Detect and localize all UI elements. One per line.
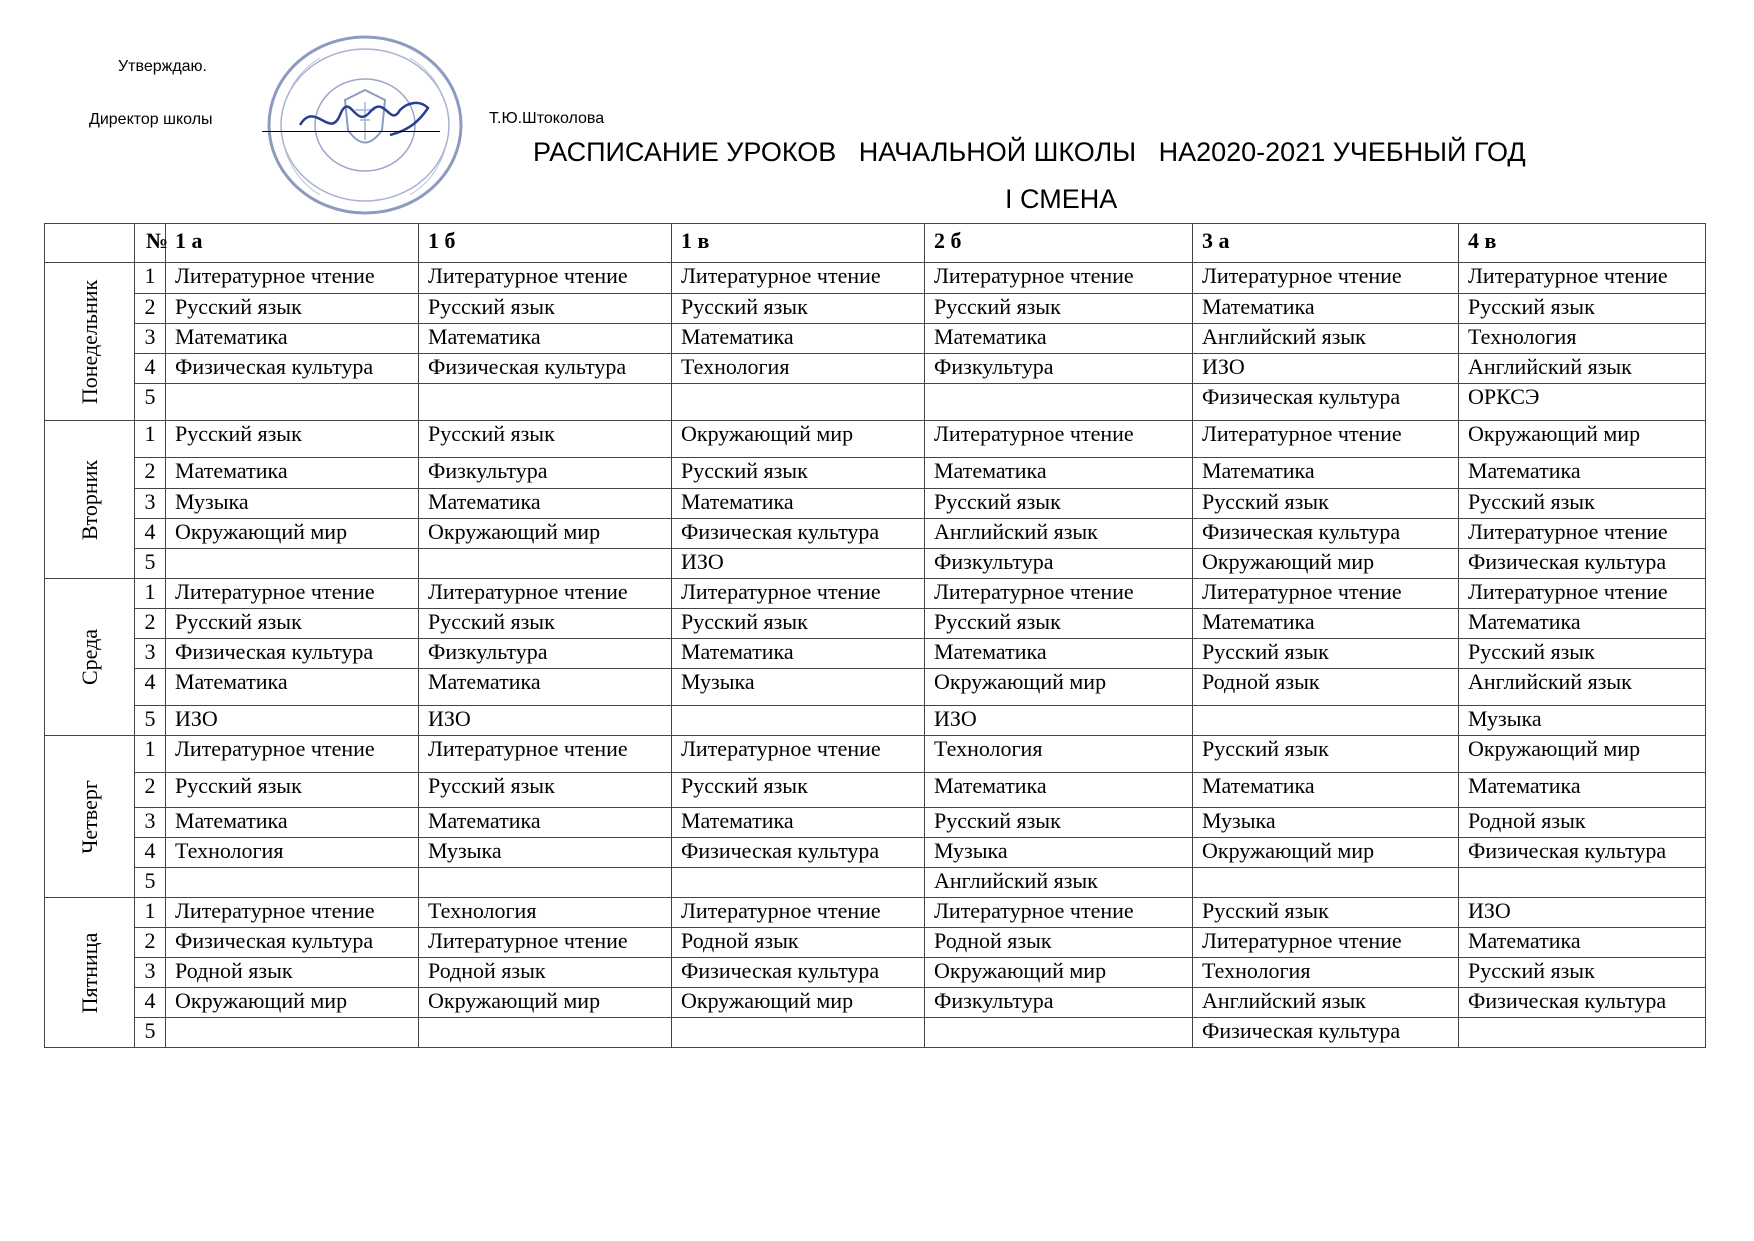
lesson-cell: Математика [419, 489, 672, 519]
lesson-cell: Литературное чтение [925, 421, 1193, 458]
lesson-cell: Литературное чтение [419, 928, 672, 958]
lesson-number: 5 [135, 868, 166, 898]
lesson-cell: Литературное чтение [166, 263, 419, 294]
lesson-cell: Математика [672, 489, 925, 519]
approval-label: Утверждаю. [118, 58, 207, 75]
lesson-cell: Русский язык [1459, 639, 1706, 669]
lesson-cell: Английский язык [1193, 324, 1459, 354]
day-cell [45, 263, 135, 421]
lesson-cell: Физическая культура [166, 928, 419, 958]
lesson-cell: Математика [1193, 458, 1459, 489]
lesson-cell: Русский язык [925, 609, 1193, 639]
lesson-cell: Технология [672, 354, 925, 384]
lesson-cell: Математика [166, 324, 419, 354]
table-row [45, 928, 1706, 958]
lesson-cell: Математика [1459, 928, 1706, 958]
lesson-number: 3 [135, 324, 166, 354]
lesson-cell [1459, 868, 1706, 898]
lesson-number: 3 [135, 639, 166, 669]
lesson-cell: Математика [1459, 458, 1706, 489]
lesson-cell: ИЗО [419, 706, 672, 736]
lesson-cell: Русский язык [1193, 489, 1459, 519]
lesson-cell: Физическая культура [166, 639, 419, 669]
table-row [45, 519, 1706, 549]
lesson-cell: Русский язык [925, 808, 1193, 838]
lesson-cell [166, 1018, 419, 1048]
lesson-cell: Математика [419, 324, 672, 354]
table-row [45, 958, 1706, 988]
table-row [45, 639, 1706, 669]
lesson-cell: Физическая культура [1459, 988, 1706, 1018]
lesson-cell: Физическая культура [1459, 549, 1706, 579]
lesson-cell: Литературное чтение [672, 898, 925, 928]
lesson-cell: Русский язык [1459, 294, 1706, 324]
day-label: Понедельник [76, 279, 102, 404]
lesson-cell: Русский язык [1459, 958, 1706, 988]
table-row [45, 669, 1706, 706]
lesson-number: 3 [135, 489, 166, 519]
lesson-cell: Физическая культура [1193, 1018, 1459, 1048]
director-name: Т.Ю.Штоколова [489, 110, 605, 127]
page-title: РАСПИСАНИЕ УРОКОВ НАЧАЛЬНОЙ ШКОЛЫ НА2020-2021 УЧЕБНЫЙ ГОД [533, 137, 1526, 167]
lesson-cell: Окружающий мир [166, 519, 419, 549]
lesson-cell: Математика [925, 324, 1193, 354]
lesson-cell: Окружающий мир [419, 519, 672, 549]
lesson-cell [672, 384, 925, 421]
lesson-cell: Литературное чтение [166, 736, 419, 773]
number-header: № [135, 224, 166, 263]
lesson-cell: Английский язык [1193, 988, 1459, 1018]
lesson-number: 4 [135, 354, 166, 384]
table-row [45, 294, 1706, 324]
lesson-cell: Окружающий мир [1193, 838, 1459, 868]
lesson-cell: Литературное чтение [1459, 579, 1706, 609]
lesson-cell: ИЗО [166, 706, 419, 736]
lesson-number: 1 [135, 579, 166, 609]
lesson-cell: ИЗО [1459, 898, 1706, 928]
lesson-cell: Физкультура [925, 354, 1193, 384]
lesson-number: 1 [135, 898, 166, 928]
lesson-cell [166, 868, 419, 898]
table-row [45, 579, 1706, 609]
lesson-cell: Английский язык [925, 519, 1193, 549]
lesson-cell: Физкультура [925, 988, 1193, 1018]
table-row [45, 384, 1706, 421]
lesson-cell: Математика [672, 639, 925, 669]
lesson-cell [672, 706, 925, 736]
lesson-cell: Литературное чтение [925, 579, 1193, 609]
table-row [45, 1018, 1706, 1048]
table-row [45, 354, 1706, 384]
lesson-cell [166, 549, 419, 579]
lesson-cell [419, 868, 672, 898]
lesson-cell: Русский язык [1459, 489, 1706, 519]
lesson-cell: Математика [166, 808, 419, 838]
lesson-cell: Русский язык [419, 609, 672, 639]
lesson-cell: Окружающий мир [1459, 421, 1706, 458]
lesson-cell: Технология [1459, 324, 1706, 354]
table-row [45, 458, 1706, 489]
class-header: 1 б [419, 224, 672, 263]
lesson-cell: Родной язык [1193, 669, 1459, 706]
lesson-cell: Русский язык [166, 294, 419, 324]
lesson-cell: Математика [419, 669, 672, 706]
class-header: 1 в [672, 224, 925, 263]
table-row [45, 773, 1706, 808]
lesson-cell: Литературное чтение [925, 263, 1193, 294]
lesson-cell: Физическая культура [1193, 384, 1459, 421]
lesson-cell: Окружающий мир [1459, 736, 1706, 773]
table-row [45, 706, 1706, 736]
lesson-cell: Окружающий мир [1193, 549, 1459, 579]
lesson-cell: Физическая культура [1459, 838, 1706, 868]
lesson-cell: Математика [1193, 773, 1459, 808]
lesson-cell [1193, 706, 1459, 736]
lesson-cell: Математика [672, 808, 925, 838]
lesson-cell: Русский язык [419, 294, 672, 324]
day-label: Среда [76, 628, 102, 686]
lesson-cell: Русский язык [1193, 898, 1459, 928]
director-label: Директор школы [89, 111, 213, 128]
lesson-cell: Литературное чтение [1459, 519, 1706, 549]
table-row [45, 898, 1706, 928]
lesson-number: 5 [135, 706, 166, 736]
lesson-cell: Технология [1193, 958, 1459, 988]
lesson-number: 1 [135, 263, 166, 294]
lesson-cell: Литературное чтение [166, 898, 419, 928]
lesson-cell: Физическая культура [672, 958, 925, 988]
table-row [45, 609, 1706, 639]
lesson-cell: Литературное чтение [672, 263, 925, 294]
lesson-cell [925, 384, 1193, 421]
lesson-cell: Русский язык [1193, 639, 1459, 669]
lesson-cell: Русский язык [166, 609, 419, 639]
lesson-cell: Музыка [1193, 808, 1459, 838]
class-header: 2 б [925, 224, 1193, 263]
lesson-cell [419, 549, 672, 579]
lesson-cell [672, 1018, 925, 1048]
table-row [45, 489, 1706, 519]
lesson-cell: Физическая культура [166, 354, 419, 384]
lesson-cell: Окружающий мир [925, 669, 1193, 706]
lesson-cell: Математика [166, 669, 419, 706]
lesson-cell: Литературное чтение [419, 736, 672, 773]
lesson-cell: Русский язык [672, 773, 925, 808]
lesson-cell: Физкультура [419, 639, 672, 669]
lesson-cell: Математика [419, 808, 672, 838]
lesson-cell: Литературное чтение [1193, 421, 1459, 458]
lesson-cell: Математика [1459, 773, 1706, 808]
lesson-cell: Математика [166, 458, 419, 489]
lesson-cell: Технология [925, 736, 1193, 773]
lesson-cell: Математика [672, 324, 925, 354]
table-row [45, 838, 1706, 868]
table-row [45, 868, 1706, 898]
lesson-cell: Литературное чтение [672, 579, 925, 609]
lesson-cell: ИЗО [925, 706, 1193, 736]
lesson-number: 2 [135, 928, 166, 958]
lesson-cell: Литературное чтение [166, 579, 419, 609]
lesson-cell: Музыка [1459, 706, 1706, 736]
shift-label: I СМЕНА [1005, 184, 1118, 214]
lesson-number: 2 [135, 609, 166, 639]
lesson-cell: Русский язык [166, 773, 419, 808]
table-row [45, 736, 1706, 773]
lesson-cell: Окружающий мир [419, 988, 672, 1018]
table-row [45, 988, 1706, 1018]
day-label: Пятница [76, 932, 102, 1013]
lesson-cell: Русский язык [925, 489, 1193, 519]
lesson-cell: Русский язык [419, 421, 672, 458]
lesson-cell: Родной язык [419, 958, 672, 988]
schedule-body [45, 263, 1706, 1048]
lesson-cell: Музыка [925, 838, 1193, 868]
lesson-cell: Физическая культура [672, 519, 925, 549]
lesson-number: 4 [135, 838, 166, 868]
day-cell [45, 579, 135, 736]
lesson-cell: Окружающий мир [925, 958, 1193, 988]
lesson-cell: Русский язык [419, 773, 672, 808]
class-header: 3 а [1193, 224, 1459, 263]
lesson-cell: Литературное чтение [925, 898, 1193, 928]
lesson-cell: ИЗО [1193, 354, 1459, 384]
lesson-number: 1 [135, 421, 166, 458]
lesson-number: 5 [135, 1018, 166, 1048]
lesson-cell: Родной язык [1459, 808, 1706, 838]
lesson-cell: Окружающий мир [672, 988, 925, 1018]
lesson-cell [672, 868, 925, 898]
schedule-table [44, 223, 1706, 1048]
lesson-cell: Английский язык [1459, 354, 1706, 384]
lesson-number: 1 [135, 736, 166, 773]
lesson-cell: Музыка [419, 838, 672, 868]
lesson-cell [419, 384, 672, 421]
lesson-cell: Математика [925, 639, 1193, 669]
lesson-cell: Технология [166, 838, 419, 868]
lesson-cell: Английский язык [925, 868, 1193, 898]
lesson-cell: Окружающий мир [672, 421, 925, 458]
day-cell [45, 736, 135, 898]
day-header [45, 224, 135, 263]
lesson-cell: Литературное чтение [419, 579, 672, 609]
lesson-number: 2 [135, 773, 166, 808]
lesson-cell: Русский язык [672, 294, 925, 324]
lesson-cell: Физкультура [419, 458, 672, 489]
day-cell [45, 898, 135, 1048]
lesson-cell: Русский язык [1193, 736, 1459, 773]
lesson-cell [166, 384, 419, 421]
lesson-cell: Русский язык [672, 458, 925, 489]
lesson-cell [925, 1018, 1193, 1048]
lesson-cell: Литературное чтение [1193, 579, 1459, 609]
lesson-number: 5 [135, 549, 166, 579]
lesson-cell: Литературное чтение [1193, 263, 1459, 294]
day-label: Вторник [76, 459, 102, 540]
lesson-cell: Физическая культура [672, 838, 925, 868]
lesson-cell: Русский язык [925, 294, 1193, 324]
lesson-cell: Литературное чтение [1459, 263, 1706, 294]
school-seal-stamp [260, 30, 470, 220]
lesson-number: 3 [135, 808, 166, 838]
lesson-cell: Родной язык [925, 928, 1193, 958]
lesson-cell: Математика [1193, 609, 1459, 639]
class-header: 1 а [166, 224, 419, 263]
lesson-cell: Русский язык [166, 421, 419, 458]
lesson-cell: Технология [419, 898, 672, 928]
lesson-cell [1193, 868, 1459, 898]
day-cell [45, 421, 135, 579]
lesson-number: 4 [135, 669, 166, 706]
lesson-number: 4 [135, 988, 166, 1018]
class-header: 4 в [1459, 224, 1706, 263]
lesson-cell: Физическая культура [419, 354, 672, 384]
lesson-number: 5 [135, 384, 166, 421]
table-row [45, 324, 1706, 354]
lesson-cell: Литературное чтение [672, 736, 925, 773]
day-label: Четверг [76, 779, 102, 854]
table-row [45, 263, 1706, 294]
lesson-cell: Математика [925, 773, 1193, 808]
header-row [45, 224, 1706, 263]
lesson-cell: Математика [1193, 294, 1459, 324]
lesson-number: 4 [135, 519, 166, 549]
lesson-cell: ОРКСЭ [1459, 384, 1706, 421]
lesson-cell: Родной язык [166, 958, 419, 988]
lesson-cell: Русский язык [672, 609, 925, 639]
lesson-number: 2 [135, 294, 166, 324]
lesson-cell: Окружающий мир [166, 988, 419, 1018]
lesson-cell: Математика [1459, 609, 1706, 639]
lesson-cell [419, 1018, 672, 1048]
table-row [45, 421, 1706, 458]
lesson-cell: Английский язык [1459, 669, 1706, 706]
lesson-cell: ИЗО [672, 549, 925, 579]
lesson-cell: Физкультура [925, 549, 1193, 579]
lesson-number: 2 [135, 458, 166, 489]
lesson-cell: Музыка [672, 669, 925, 706]
signature-line [262, 131, 440, 132]
lesson-cell: Физическая культура [1193, 519, 1459, 549]
lesson-cell [1459, 1018, 1706, 1048]
lesson-cell: Математика [925, 458, 1193, 489]
lesson-cell: Родной язык [672, 928, 925, 958]
lesson-number: 3 [135, 958, 166, 988]
lesson-cell: Музыка [166, 489, 419, 519]
table-row [45, 808, 1706, 838]
lesson-cell: Литературное чтение [1193, 928, 1459, 958]
table-row [45, 549, 1706, 579]
lesson-cell: Литературное чтение [419, 263, 672, 294]
